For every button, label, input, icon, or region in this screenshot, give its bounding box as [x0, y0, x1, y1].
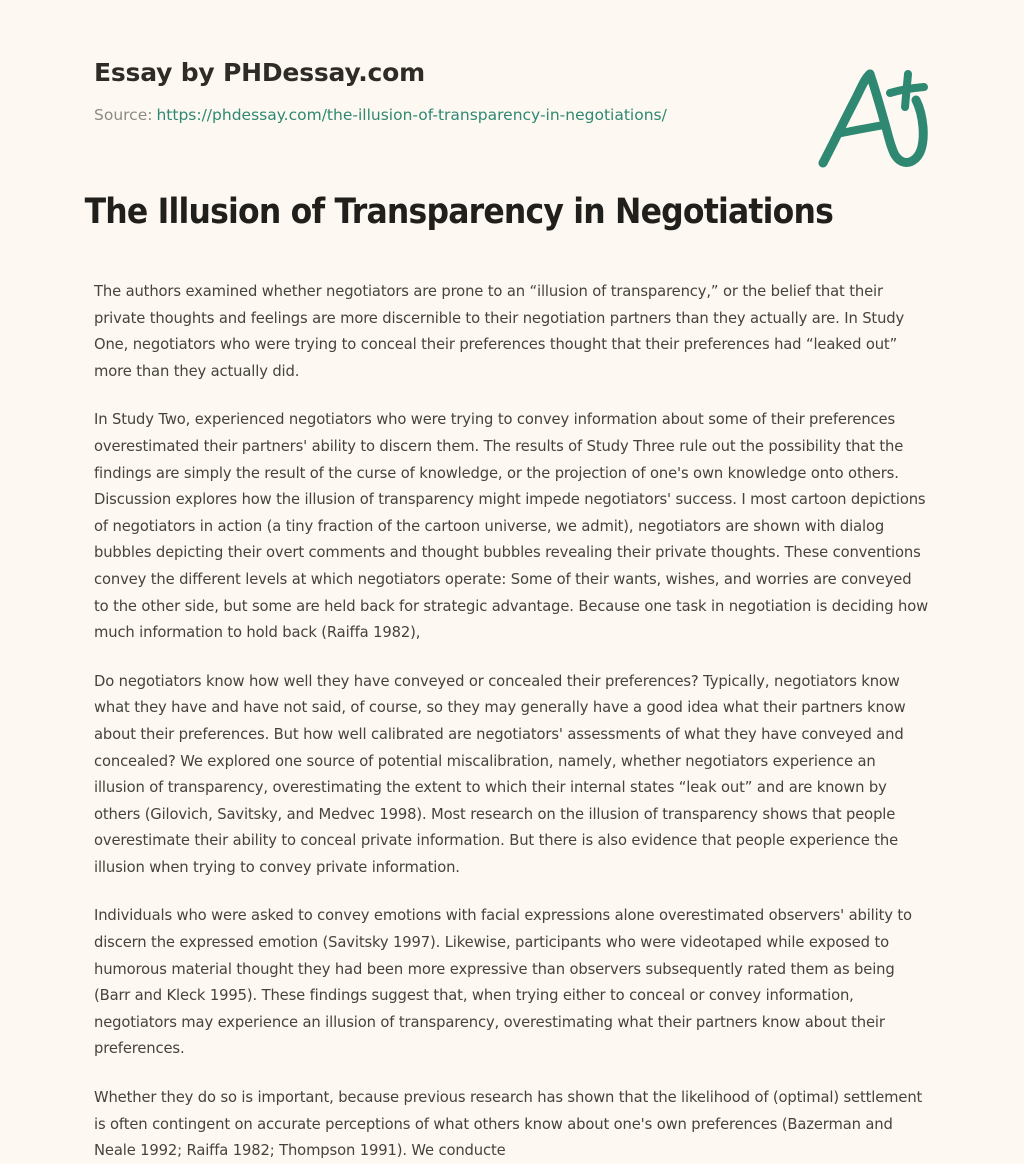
article	[0, 190, 1024, 1164]
phdessay-a-plus-logo-icon	[812, 62, 940, 172]
article-body	[0, 234, 1024, 1164]
brand-title: Essay by PHDessay.com	[94, 58, 425, 87]
article-paragraph: Individuals who were asked to convey emotions with facial expressions alone overestimated observers' ability to discern the expressed emotion (Savitsky 1997). Likewise, participants who were videotaped while exposed to humorous material thought they had been more expressive than observers subsequently rated them as being (Barr and Kleck 1995). These findings suggest that, when trying either to conceal or convey information, negotiators may experience an illusion of transparency, overestimating what their partners know about their preferences.	[94, 906, 912, 1058]
source-label: Source:	[94, 106, 153, 124]
page-header	[0, 0, 1024, 190]
page-title: The Illusion of Transparency in Negotiations	[84, 192, 834, 232]
source-line	[94, 105, 794, 125]
article-paragraph: Whether they do so is important, because previous research has shown that the likelihood of (optimal) settlement is often contingent on accurate perceptions of what others know about one's own preferences (Bazerman and Neale 1992; Raiffa 1982; Thompson 1991). We conducte	[94, 1088, 923, 1160]
article-paragraph: Do negotiators know how well they have conveyed or concealed their preferences? Typically, negotiators know what they have and have not said, of course, so they may generally have a good idea what their partners know about their preferences. But how well calibrated are negotiators' assessments of what they have conveyed and concealed? We explored one source of potential miscalibration, namely, whether negotiators experience an illusion of transparency, overestimating the extent to which their internal states “leak out” and are known by others (Gilovich, Savitsky, and Medvec 1998). Most research on the illusion of transparency shows that people overestimate their ability to conceal private information. But there is also evidence that people experience the illusion when trying to convey private information.	[94, 671, 906, 876]
article-paragraph: The authors examined whether negotiators are prone to an “illusion of transparency,” or the belief that their private thoughts and feelings are more discernible to their negotiation partners than they actually are. In Study One, negotiators who were trying to conceal their preferences thought that their preferences had “leaked out” more than they actually did.	[94, 282, 905, 380]
article-paragraph: In Study Two, experienced negotiators who were trying to convey information about some of their preferences overestimated their partners' ability to discern them. The results of Study Three rule out the possibility that the findings are simply the result of the curse of knowledge, or the projection of one's own knowledge onto others. Discussion explores how the illusion of transparency might impede negotiators' success. I most cartoon depictions of negotiators in action (a tiny fraction of the cartoon universe, we admit), negotiators are shown with dialog bubbles depicting their overt comments and thought bubbles revealing their private thoughts. These conventions convey the different levels at which negotiators operate: Some of their wants, wishes, and worries are conveyed to the other side, but some are held back for strategic advantage. Because one task in negotiation is deciding how much information to hold back (Raiffa 1982),	[94, 410, 929, 642]
source-url-link[interactable]: https://phdessay.com/the-illusion-of-transparency-in-negotiations/	[156, 106, 667, 124]
brand-block	[94, 58, 794, 125]
